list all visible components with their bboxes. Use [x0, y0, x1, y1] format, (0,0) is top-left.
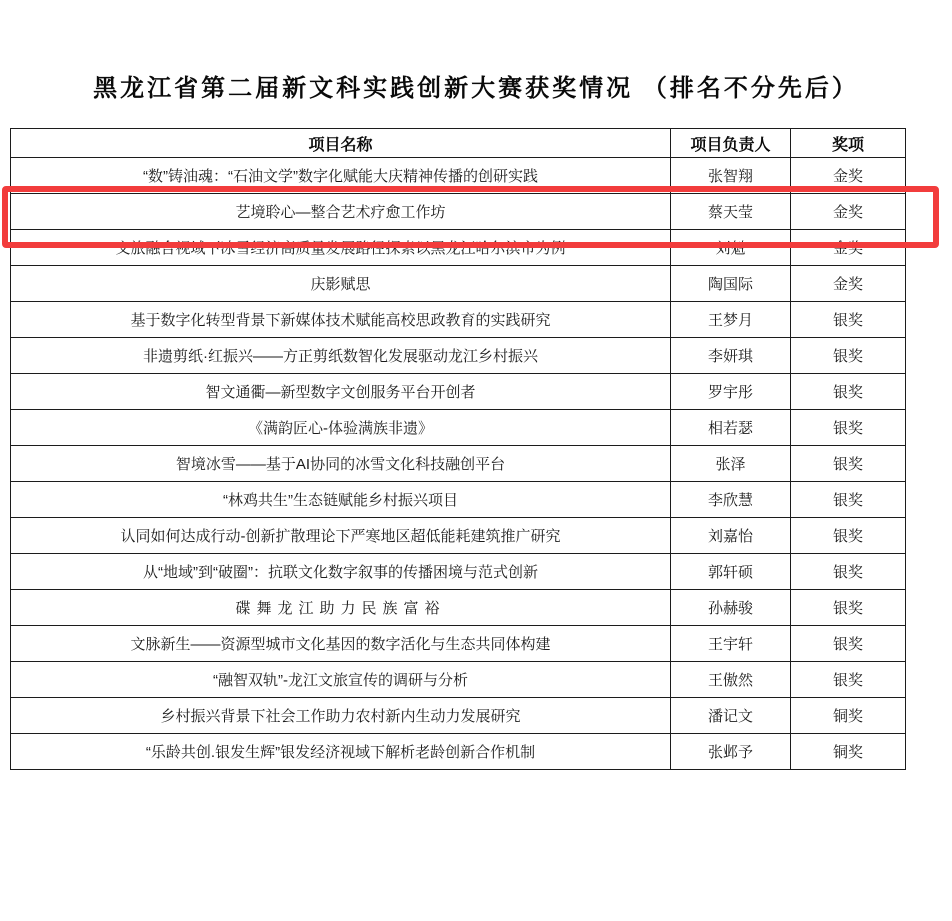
- project-leader-cell: 郭轩硕: [671, 554, 791, 590]
- project-name-cell: “数”铸油魂：“石油文学”数字化赋能大庆精神传播的创研实践: [11, 158, 671, 194]
- table-row: [11, 590, 906, 626]
- project-name-cell: 文旅融合视域下冰雪经济高质量发展路径探索以黑龙江哈尔滨市为例: [11, 230, 671, 266]
- award-cell: 银奖: [791, 662, 906, 698]
- award-cell: 金奖: [791, 158, 906, 194]
- project-leader-cell: 张智翔: [671, 158, 791, 194]
- project-leader-cell: 李欣慧: [671, 482, 791, 518]
- project-name-cell: 从“地域”到“破圈”：抗联文化数字叙事的传播困境与范式创新: [11, 554, 671, 590]
- award-cell: 铜奖: [791, 698, 906, 734]
- award-cell: 银奖: [791, 446, 906, 482]
- award-cell: 银奖: [791, 590, 906, 626]
- table-row: [11, 158, 906, 194]
- table-row: [11, 698, 906, 734]
- project-name-cell: 庆影赋思: [11, 266, 671, 302]
- project-name-cell: 文脉新生——资源型城市文化基因的数字活化与生态共同体构建: [11, 626, 671, 662]
- award-cell: 银奖: [791, 554, 906, 590]
- award-cell: 银奖: [791, 338, 906, 374]
- table-row: [11, 626, 906, 662]
- project-leader-cell: 相若瑟: [671, 410, 791, 446]
- award-cell: 银奖: [791, 410, 906, 446]
- project-name-cell: 智文通衢—新型数字文创服务平台开创者: [11, 374, 671, 410]
- table-row: [11, 734, 906, 770]
- project-leader-cell: 王宇轩: [671, 626, 791, 662]
- table-row: [11, 410, 906, 446]
- project-name-cell: “林鸡共生”生态链赋能乡村振兴项目: [11, 482, 671, 518]
- project-leader-cell: 刘嘉怡: [671, 518, 791, 554]
- project-name-cell: “融智双轨”-龙江文旅宣传的调研与分析: [11, 662, 671, 698]
- table-row: [11, 338, 906, 374]
- project-leader-cell: 张邺予: [671, 734, 791, 770]
- table-row: [11, 266, 906, 302]
- project-name-cell: 认同如何达成行动-创新扩散理论下严寒地区超低能耗建筑推广研究: [11, 518, 671, 554]
- project-name-cell: 乡村振兴背景下社会工作助力农村新内生动力发展研究: [11, 698, 671, 734]
- project-leader-cell: 罗宇彤: [671, 374, 791, 410]
- table-row: [11, 518, 906, 554]
- project-name-cell: 智境冰雪——基于AI协同的冰雪文化科技融创平台: [11, 446, 671, 482]
- project-leader-cell: 蔡天莹: [671, 194, 791, 230]
- header-award: 奖项: [791, 129, 906, 158]
- award-cell: 铜奖: [791, 734, 906, 770]
- project-name-cell: “乐龄共创.银发生辉”银发经济视域下解析老龄创新合作机制: [11, 734, 671, 770]
- project-leader-cell: 陶国际: [671, 266, 791, 302]
- award-cell: 银奖: [791, 518, 906, 554]
- project-name-cell: 碟舞龙江助力民族富裕: [11, 590, 671, 626]
- header-project-leader: 项目负责人: [671, 129, 791, 158]
- award-cell: 金奖: [791, 266, 906, 302]
- table-row-highlighted: [11, 194, 906, 230]
- table-body: [11, 158, 906, 770]
- project-leader-cell: 张泽: [671, 446, 791, 482]
- table-row: [11, 302, 906, 338]
- project-leader-cell: 孙赫骏: [671, 590, 791, 626]
- award-cell: 银奖: [791, 302, 906, 338]
- award-cell: 银奖: [791, 374, 906, 410]
- project-leader-cell: 王梦月: [671, 302, 791, 338]
- project-name-cell: 基于数字化转型背景下新媒体技术赋能高校思政教育的实践研究: [11, 302, 671, 338]
- award-cell: 银奖: [791, 626, 906, 662]
- table-row: [11, 374, 906, 410]
- award-cell: 金奖: [791, 230, 906, 266]
- project-leader-cell: 李妍琪: [671, 338, 791, 374]
- page-title: 黑龙江省第二届新文科实践创新大赛获奖情况 （排名不分先后）: [93, 75, 859, 102]
- project-name-cell: 《满韵匠心-体验满族非遗》: [11, 410, 671, 446]
- header-project-name: 项目名称: [11, 129, 671, 158]
- table-row: [11, 446, 906, 482]
- award-cell: 银奖: [791, 482, 906, 518]
- project-leader-cell: 刘魁: [671, 230, 791, 266]
- project-leader-cell: 王傲然: [671, 662, 791, 698]
- table-row: [11, 482, 906, 518]
- table-header-row: [11, 129, 906, 158]
- project-leader-cell: 潘记文: [671, 698, 791, 734]
- table-row: [11, 662, 906, 698]
- award-cell: 金奖: [791, 194, 906, 230]
- project-name-cell: 非遗剪纸·红振兴——方正剪纸数智化发展驱动龙江乡村振兴: [11, 338, 671, 374]
- table-row: [11, 230, 906, 266]
- project-name-cell: 艺境聆心—整合艺术疗愈工作坊: [11, 194, 671, 230]
- awards-table: [10, 128, 906, 770]
- table-row: [11, 554, 906, 590]
